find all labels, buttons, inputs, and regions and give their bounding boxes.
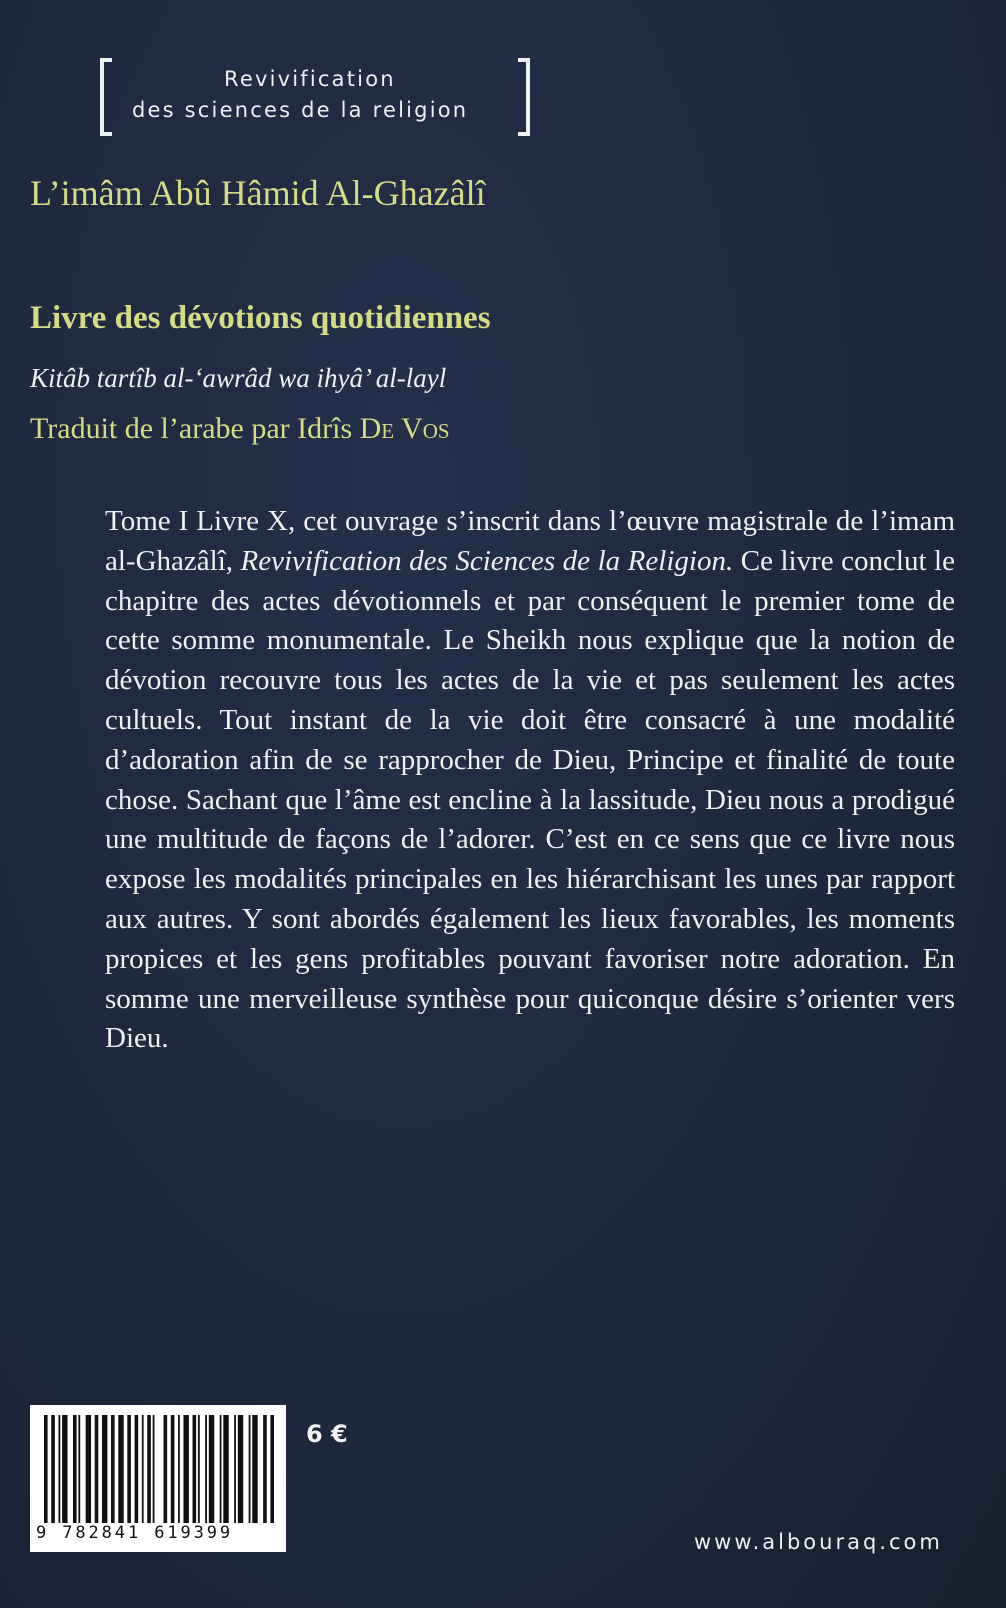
translator-credit [30,412,450,446]
barcode-bar [127,1415,131,1523]
blurb-part-1: Tome I Livre X, cet ouvrage s’inscrit dans l’œuvre magistrale de l’imam al-Ghazâlî, [105,505,955,577]
blurb-part-2: Ce livre conclut le chapitre des actes dévotionnels et par conséquent le premier tome de cette somme monumentale. Le Sheikh nous explique que la notion de dévotion recouvre tous les actes de la vie et pas seulement les actes cultuels. Tout instant de la vie doit être consacré à une modalité d’adoration afin de se rapprocher de Dieu, Principe et finalité de toute chose. Sachant que l’âme est encline à la lassitude, Dieu nous a prodigué une multitude de façons de l’adorer. C’est en ce sens que ce livre nous expose les modalités principales en les hiérarchisant les unes par rapport aux autres. Y sont abordés également les lieux favorables, les moments propices et les gens profitables pouvant favoriser notre adoration. En somme une merveilleuse synthèse pour quiconque désire s’orienter vers Dieu. [105,544,955,1055]
blurb-work-title: Revivification des Sciences de la Religion. [240,544,734,577]
barcode-bar [252,1415,257,1523]
price: 6 € [306,1420,348,1448]
barcode-bar [178,1415,180,1523]
barcode-bar [153,1415,155,1523]
barcode-bar [223,1415,228,1523]
left-bracket [100,58,112,136]
barcode-bar [263,1415,267,1523]
barcode-bar [95,1415,99,1523]
barcode-bar [183,1415,188,1523]
barcode-bar [135,1415,139,1523]
barcode-bar [147,1415,151,1523]
barcode-bar [209,1415,214,1523]
barcode-bar [198,1415,200,1523]
barcode-bar [270,1415,274,1523]
translator-prefix: Traduit de l’arabe par Idrîs [30,412,360,445]
series-line-1: Revivification [224,67,396,91]
barcode-bar [238,1415,243,1523]
barcode-bar [118,1415,123,1523]
barcode-bar [51,1415,55,1523]
barcode-bar [171,1415,175,1523]
barcode-bar [220,1415,222,1523]
arabic-title: Kitâb tartîb al-‘awrâd wa ihyâ’ al-layl [30,363,447,393]
translator-name: De Vos [359,412,450,445]
isbn-digits: 9 782841 619399 [36,1523,234,1543]
right-bracket [518,58,530,136]
barcode-bar [86,1415,91,1523]
barcode-bar [193,1415,197,1523]
barcode-bar [73,1415,77,1523]
book-title: Livre des dévotions quotidiennes [30,300,491,336]
barcode-bar [44,1415,48,1523]
blurb-text [105,502,955,1059]
barcode [30,1405,286,1552]
barcode-bar [249,1415,251,1523]
series-label [100,58,540,138]
barcode-bar [142,1415,144,1523]
barcode-bar [205,1415,207,1523]
barcode-bar [58,1415,60,1523]
barcode-bar [111,1415,115,1523]
barcode-bar [234,1415,236,1523]
barcode-bar [164,1415,168,1523]
barcode-bar [62,1415,67,1523]
barcode-bar [78,1415,80,1523]
website-url: www.albouraq.com [694,1530,943,1554]
author-name: L’imâm Abû Hâmid Al-Ghazâlî [30,173,486,213]
series-line-2: des sciences de la religion [132,98,469,122]
barcode-bar [102,1415,107,1523]
barcode-bars [44,1415,274,1523]
